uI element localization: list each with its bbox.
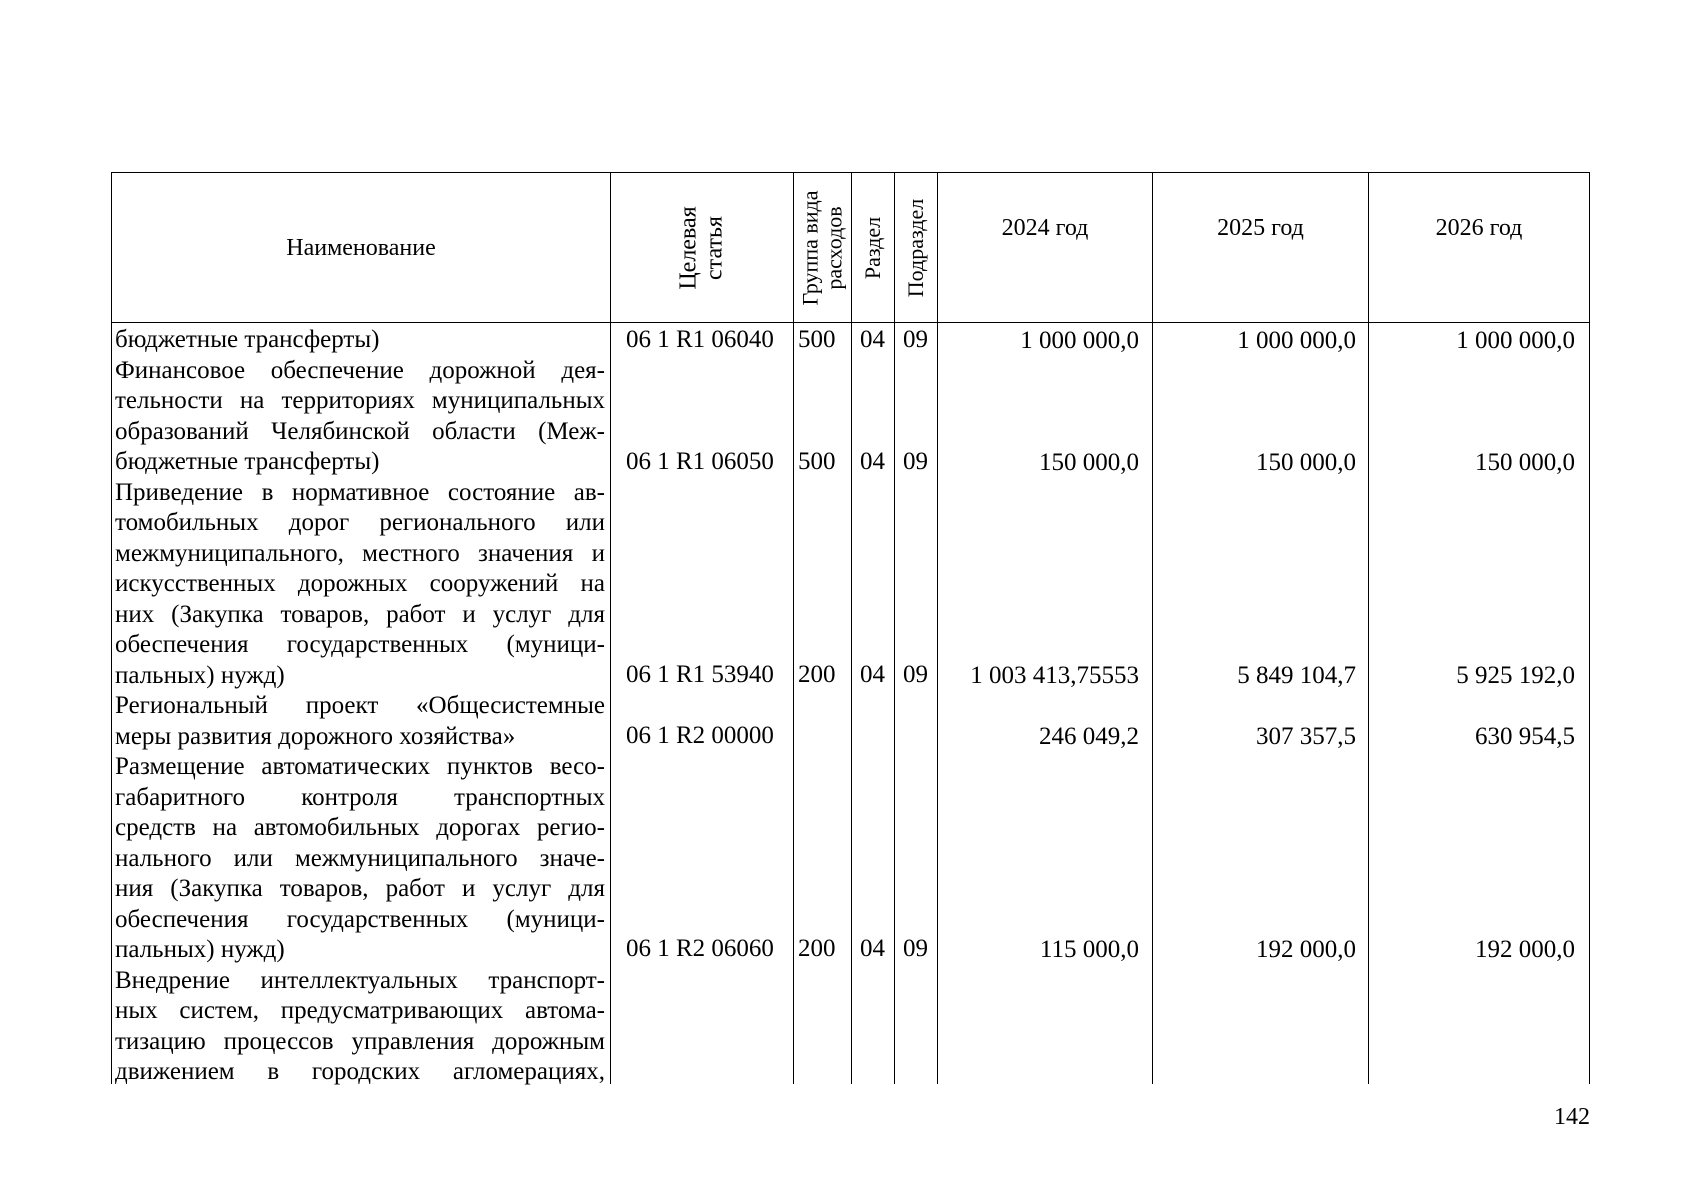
cell-section: 04 <box>860 326 885 353</box>
cell-group: 500 <box>798 448 836 475</box>
header-group <box>794 173 851 322</box>
cell-2024: 1 003 413,75553 <box>970 662 1139 689</box>
cell-2024: 1 000 000,0 <box>1020 327 1139 354</box>
name-column <box>115 325 605 1088</box>
cell-2025: 307 357,5 <box>1256 723 1356 750</box>
cell-code: 06 1 R2 00000 <box>626 722 774 749</box>
cell-2026: 150 000,0 <box>1475 449 1575 476</box>
cell-2025: 1 000 000,0 <box>1237 327 1356 354</box>
cell-section: 04 <box>860 935 885 962</box>
cell-2024: 115 000,0 <box>1039 936 1139 963</box>
cell-group: 500 <box>798 326 836 353</box>
table-row-name: Приведение в нормативное состояние ав- томобильных дорог регионального или межмуниципального, местного значения и искусственных дорожных сооружений на них (Закупка товаров, работ и услуг для обеспечения государственных (муници- пальных) нужд) <box>115 478 605 689</box>
cell-subsection: 09 <box>903 661 928 688</box>
header-target <box>611 173 793 322</box>
cell-2026: 192 000,0 <box>1475 936 1575 963</box>
cell-2025: 192 000,0 <box>1256 936 1356 963</box>
cell-code: 06 1 R1 06040 <box>626 326 774 353</box>
table-row-name: Финансовое обеспечение дорожной дея- тельности на территориях муниципальных образований Челябинской области (Меж- бюджетные трансферты) <box>115 356 605 475</box>
cell-section: 04 <box>860 661 885 688</box>
cell-code: 06 1 R2 06060 <box>626 935 774 962</box>
header-2026: 2026 год <box>1435 215 1523 241</box>
header-target-label: Целевая статья <box>675 205 728 290</box>
cell-2026: 5 925 192,0 <box>1456 662 1575 689</box>
cell-section: 04 <box>860 448 885 475</box>
cell-code: 06 1 R1 06050 <box>626 448 774 475</box>
cell-2024: 150 000,0 <box>1039 449 1139 476</box>
cell-2025: 150 000,0 <box>1256 449 1356 476</box>
header-section <box>852 173 894 322</box>
header-name <box>112 173 610 322</box>
header-subsection <box>895 173 937 322</box>
cell-code: 06 1 R1 53940 <box>626 661 774 688</box>
cell-subsection: 09 <box>903 935 928 962</box>
header-2024: 2024 год <box>1001 215 1089 241</box>
cell-group: 200 <box>798 661 836 688</box>
header-group-label: Группа вида расходов <box>797 190 847 305</box>
page-number: 142 <box>1554 1104 1590 1130</box>
cell-2025: 5 849 104,7 <box>1237 662 1356 689</box>
table-row-name: Внедрение интеллектуальных транспорт- ных систем, предусматривающих автома- тизацию процессов управления дорожным движением в городских агломерациях, <box>115 966 605 1085</box>
cell-2026: 630 954,5 <box>1475 723 1575 750</box>
cell-subsection: 09 <box>903 448 928 475</box>
table-row-name: Региональный проект «Общесистемные меры развития дорожного хозяйства» <box>115 692 605 750</box>
table-row-name: бюджетные трансферты) <box>115 326 380 353</box>
header-2025: 2025 год <box>1217 215 1304 241</box>
header-subsection-label: Подраздел <box>903 198 929 297</box>
header-section-label: Раздел <box>860 216 886 279</box>
cell-group: 200 <box>798 935 836 962</box>
cell-subsection: 09 <box>903 326 928 353</box>
header-name-label: Наименование <box>286 234 436 261</box>
table-row-name: Размещение автоматических пунктов весо- габаритного контроля транспортных средств на автомобильных дорогах регио- нального или межмуниципального значе- ния (Закупка товаров, работ и услуг для обеспечения государственных (муници- пальных) нужд) <box>115 753 605 963</box>
cell-2024: 246 049,2 <box>1039 723 1139 750</box>
cell-2026: 1 000 000,0 <box>1456 327 1575 354</box>
